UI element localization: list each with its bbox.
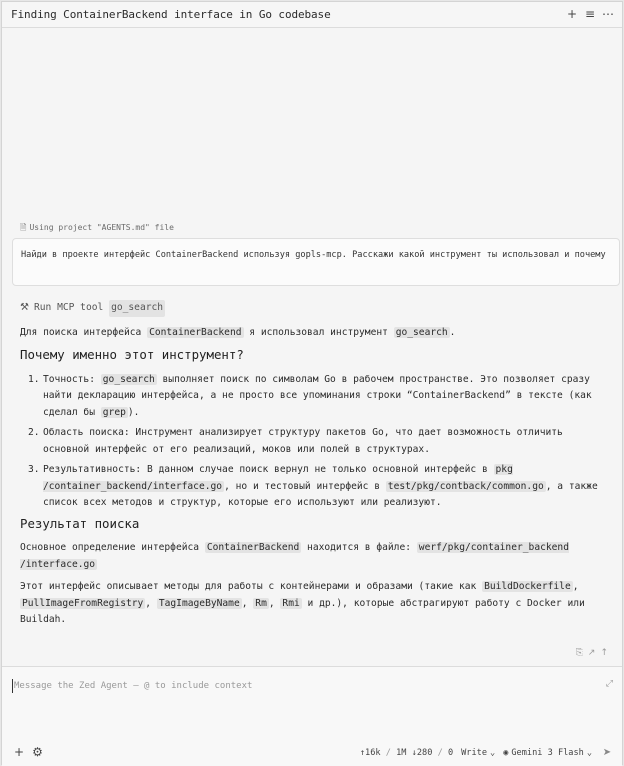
scroll-up-icon[interactable]: ↑ <box>600 648 608 658</box>
list-item: 3. Результативность: В данном случае поиск вернул не только основной интерфейс в pkg /container_backend/interface.go , но и тестовый интерфейс в test/pkg/contback/common.go , а также список всех методов и структур, которые его используют или реализуют. <box>28 464 598 508</box>
send-icon[interactable]: ➤ <box>602 747 612 758</box>
add-context-icon[interactable]: + <box>14 745 25 759</box>
heading-result: Результат поиска <box>20 515 140 531</box>
context-note: 🗎 Using project "AGENTS.md" file <box>20 223 174 232</box>
tool-call[interactable]: ⚒ Run MCP tool go_search <box>20 300 602 317</box>
mode-selector[interactable]: Write ⌄ <box>461 748 496 758</box>
intro-paragraph: Для поиска интерфейса ContainerBackend я использовал инструмент go_search . <box>20 326 456 338</box>
copy-icon[interactable]: ⎘ <box>575 648 583 658</box>
plus-icon[interactable]: + <box>566 7 578 21</box>
list-item: 2. Область поиска: Инструмент анализирует структуру пакетов Go, что дает возможность отличить основной интерфейс от его реализаций, моков или полей в структурах. <box>28 427 563 455</box>
chevron-down-icon: ⌄ <box>490 748 496 758</box>
thread-title: Finding ContainerBackend interface in Go codebase <box>11 8 331 21</box>
token-usage: ↑16k / 1M ↓280 / 0 <box>359 748 454 758</box>
methods-paragraph: Этот интерфейс описывает методы для работы с контейнерами и образами (такие как BuildDockerfile , PullImageFromRegistry , TagImageByName , Rm , Rmi и др.), которые абстрагируют работу с Docker или Buildah. <box>20 581 585 625</box>
model-selector[interactable]: ◉ Gemini 3 Flash ⌄ <box>503 748 592 758</box>
user-message[interactable]: Найди в проекте интерфейс ContainerBackend используя gopls-mcp. Расскажи какой инструмент ты использовал и почему <box>12 238 620 286</box>
heading-why: Почему именно этот инструмент? <box>20 347 244 362</box>
settings-icon[interactable]: ⚙ <box>32 745 43 759</box>
message-composer <box>2 666 622 766</box>
model-icon: ◉ <box>503 748 509 758</box>
list-item: 1. Точность: go_search выполняет поиск по символам Go в рабочем пространстве. Это позволяет сразу найти декларацию интерфейса, а не просто все упоминания строки “ContainerBackend” в тексте (как сделал бы grep ). <box>28 373 592 418</box>
forward-icon[interactable]: ↗ <box>587 648 596 658</box>
agent-panel <box>1 1 623 765</box>
result-paragraph: Основное определение интерфейса ContainerBackend находится в файле: werf/pkg/container_backend /interface.go <box>20 542 569 570</box>
hammer-icon: ⚒ <box>20 302 29 313</box>
menu-icon[interactable]: ≡ <box>584 7 596 21</box>
message-input[interactable] <box>12 679 592 693</box>
file-icon: 🗎 <box>20 223 27 232</box>
message-actions <box>576 648 608 658</box>
thread-header <box>2 2 622 28</box>
agent-response <box>20 300 602 635</box>
expand-icon[interactable]: ⤢ <box>605 679 613 689</box>
more-icon[interactable]: ⋯ <box>602 7 614 21</box>
chevron-down-icon: ⌄ <box>586 748 592 758</box>
thread-view[interactable] <box>2 29 622 665</box>
tool-name: go_search <box>109 300 165 317</box>
reasons-list <box>28 372 602 512</box>
